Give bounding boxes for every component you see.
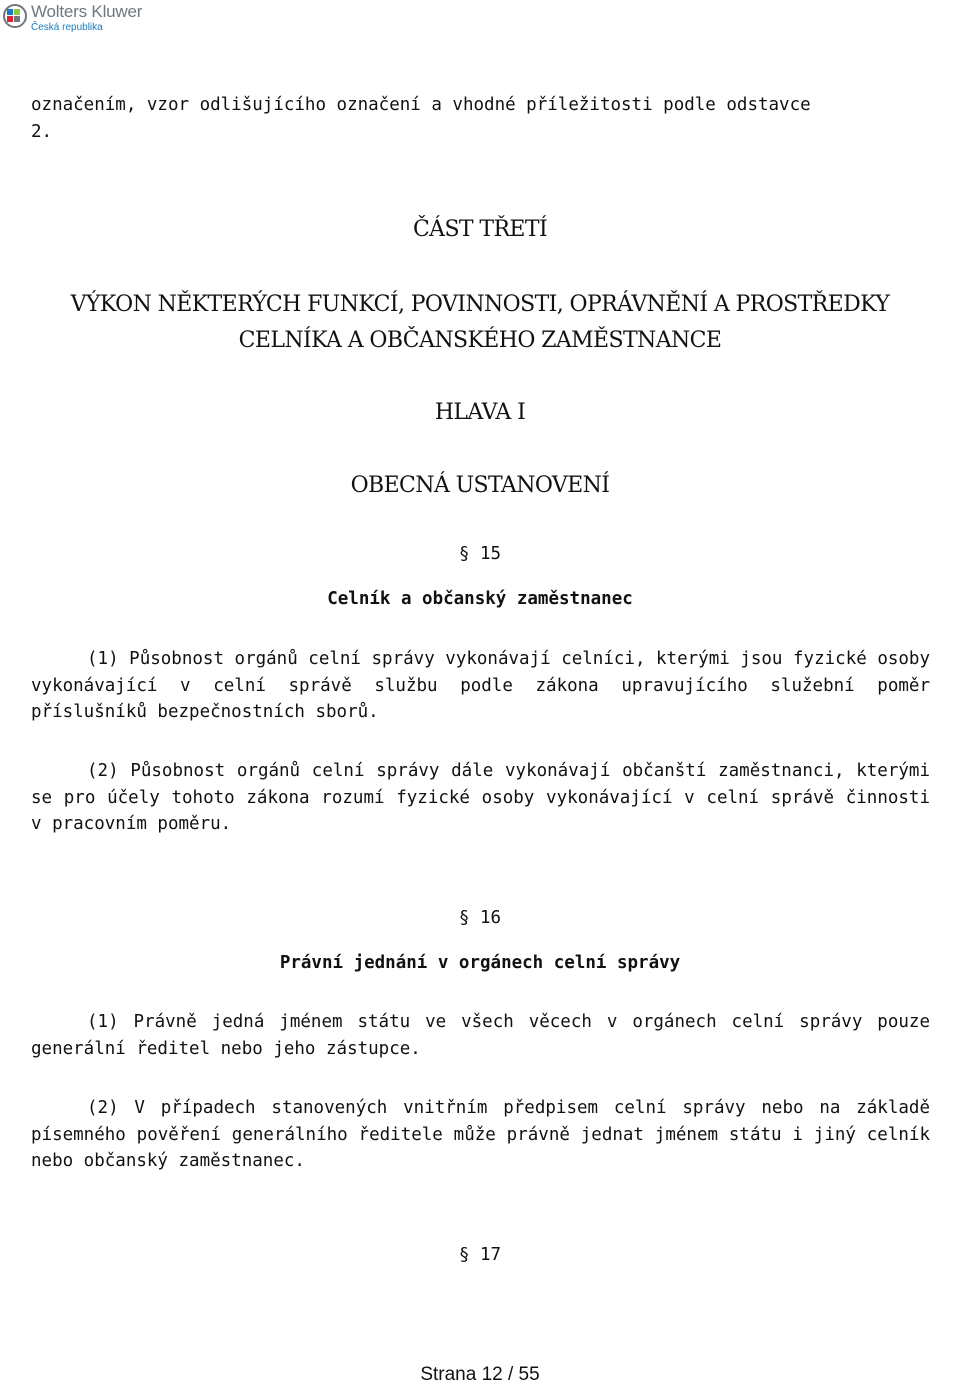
head-title: HLAVA I [434,400,526,425]
intro-line-2: 2. [31,122,53,142]
section-paragraph: (1) Právně jedná jménem státu ve všech věcech v orgánech celní správy pouze generální ředitel nebo jeho zástupce. [31,1012,930,1059]
intro-line-1: označením, vzor odlišujícího označení a vhodné příležitosti podle odstavce [31,95,811,115]
section-paragraph: (2) Působnost orgánů celní správy dále vykonávají občanští zaměstnanci, kterými se pro účely tohoto zákona rozumí fyzické osoby vykonávající v celní správě činnosti v pracovním poměru. [31,761,930,834]
wolters-kluwer-logo-icon [2,3,28,29]
section-number: § 17 [458,1245,502,1265]
section-number: § 16 [458,908,502,928]
section-number: § 15 [458,544,502,564]
section-paragraph: (2) V případech stanovených vnitřním předpisem celní správy nebo na základě písemného pověření generálního ředitele může právně jednat jménem státu i jiný celník nebo občanský zaměstnanec. [31,1098,930,1171]
page-number: Strana 12 / 55 [420,1364,540,1385]
part-subtitle-line-2: CELNÍKA A OBČANSKÉHO ZAMĚSTNANCE [238,328,722,353]
publisher-logo [2,3,142,37]
section-title: Celník a občanský zaměstnanec [327,589,633,609]
section-paragraph: (1) Působnost orgánů celní správy vykonávají celníci, kterými jsou fyzické osoby vykonávající v celní správě službu podle zákona upravujícího služební poměr příslušníků bezpečnostních sborů. [31,649,930,722]
section-title: Právní jednání v orgánech celní správy [279,953,681,973]
head-subtitle: OBECNÁ USTANOVENÍ [350,473,610,498]
logo-subtitle: Česká republika [31,22,103,33]
part-title: ČÁST TŘETÍ [412,217,548,242]
logo-name: Wolters Kluwer [31,2,143,21]
part-subtitle-line-1: VÝKON NĚKTERÝCH FUNKCÍ, POVINNOSTI, OPRÁVNĚNÍ A PROSTŘEDKY [70,292,890,317]
